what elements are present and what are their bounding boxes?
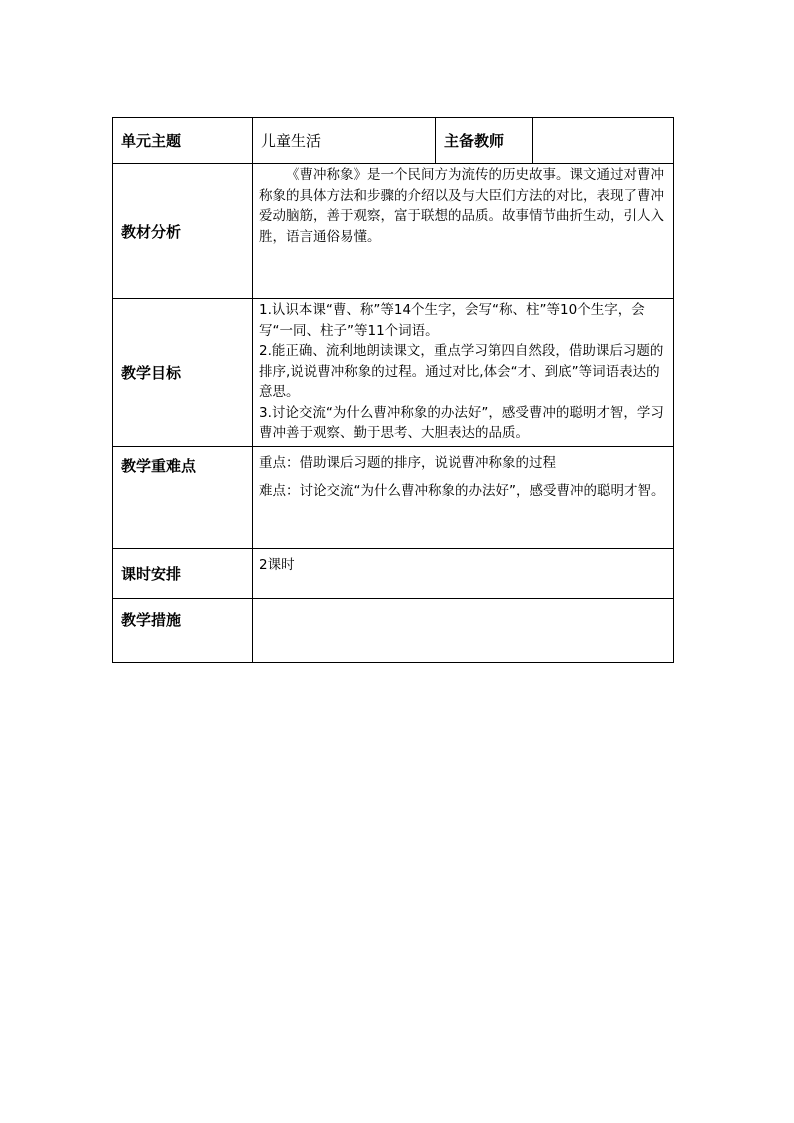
unit-theme-value: 儿童生活 xyxy=(253,118,436,164)
key-point-text: 重点：借助课后习题的排序，说说曹冲称象的过程 xyxy=(259,455,556,471)
schedule-value: 2课时 xyxy=(253,549,674,599)
measures-value xyxy=(253,599,674,663)
teacher-label: 主备教师 xyxy=(436,118,533,164)
material-label: 教材分析 xyxy=(113,164,253,299)
goals-row xyxy=(113,299,674,447)
difficult-point-text: 难点：讨论交流“为什么曹冲称象的办法好”，感受曹冲的聪明才智。 xyxy=(259,483,665,499)
lesson-plan-table xyxy=(112,117,674,663)
goals-label: 教学目标 xyxy=(113,299,253,447)
unit-theme-label: 单元主题 xyxy=(113,118,253,164)
material-row xyxy=(113,164,674,299)
goal-item-3: 3.讨论交流“为什么曹冲称象的办法好”，感受曹冲的聪明才智，学习曹冲善于观察、勤于思考、大胆表达的品质。 xyxy=(259,404,664,441)
measures-row xyxy=(113,599,674,663)
schedule-row xyxy=(113,549,674,599)
schedule-label: 课时安排 xyxy=(113,549,253,599)
key-points-label: 教学重难点 xyxy=(113,447,253,549)
key-points-row xyxy=(113,447,674,549)
teacher-value xyxy=(533,118,674,164)
measures-label: 教学措施 xyxy=(113,599,253,663)
material-text: 《曹冲称象》是一个民间方为流传的历史故事。课文通过对曹冲称象的具体方法和步骤的介绍以及与大臣们方法的对比，表现了曹冲爱动脑筋，善于观察，富于联想的品质。故事情节曲折生动，引人入胜，语言通俗易懂。 xyxy=(259,167,664,245)
goal-item-1: 1.认识本课“曹、称”等14个生字，会写“称、柱”等10个生字，会写“一同、柱子”等11个词语。 xyxy=(259,302,645,339)
goal-item-2: 2.能正确、流利地朗读课文，重点学习第四自然段，借助课后习题的排序,说说曹冲称象的过程。通过对比,体会“才、到底”等词语表达的意思。 xyxy=(259,343,664,400)
header-row xyxy=(113,118,674,164)
